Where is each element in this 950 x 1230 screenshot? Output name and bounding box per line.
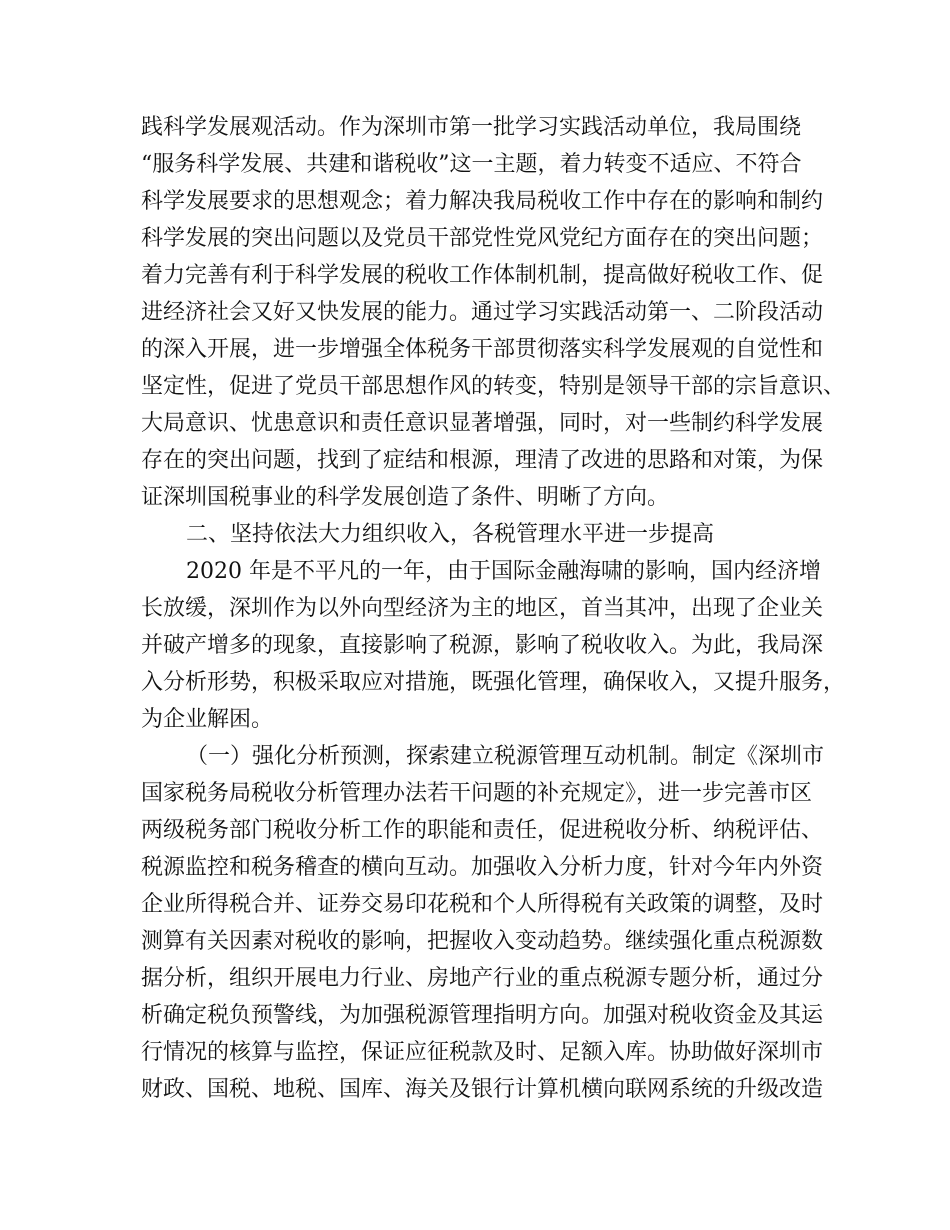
body-text-line: 科学发展的突出问题以及党员干部党性党风党纪方面存在的突出问题； (141, 226, 824, 251)
body-text-line: 着力完善有利于科学发展的税收工作体制机制，提高做好税收工作、促 (141, 263, 824, 288)
body-text-line: 财政、国税、地税、国库、海关及银行计算机横向联网系统的升级改造 (141, 1077, 824, 1102)
body-text-line: 大局意识、忧患意识和责任意识显著增强，同时，对一些制约科学发展 (141, 411, 824, 436)
body-text-line: 国家税务局税收分析管理办法若干问题的补充规定》，进一步完善市区 (141, 781, 813, 806)
body-text-line: 入分析形势，积极采取应对措施，既强化管理，确保收入，又提升服务， (141, 670, 846, 695)
body-text-line: 税源监控和税务稽查的横向互动。加强收入分析力度，针对今年内外资 (141, 855, 824, 880)
body-text-line: 坚定性，促进了党员干部思想作风的转变，特别是领导干部的宗旨意识、 (141, 374, 846, 399)
body-text-line: 企业所得税合并、证券交易印花税和个人所得税有关政策的调整，及时 (141, 892, 824, 917)
body-text-line: 2020 年是不平凡的一年，由于国际金融海啸的影响，国内经济增 (186, 559, 821, 584)
body-text-line: 为企业解困。 (141, 707, 274, 732)
body-text-line: “服务科学发展、共建和谐税收”这一主题，着力转变不适应、不符合 (141, 152, 802, 177)
body-text-line: （一）强化分析预测，探索建立税源管理互动机制。制定《深圳市 (186, 744, 825, 769)
body-text-line: 并破产增多的现象，直接影响了税源，影响了税收收入。为此，我局深 (141, 633, 824, 658)
body-text-line: 践科学发展观活动。作为深圳市第一批学习实践活动单位，我局围绕 (141, 115, 802, 140)
body-text-line: 据分析，组织开展电力行业、房地产行业的重点税源专题分析，通过分 (141, 966, 824, 991)
body-text-line: 的深入开展，进一步增强全体税务干部贯彻落实科学发展观的自觉性和 (141, 337, 824, 362)
body-text-line: 进经济社会又好又快发展的能力。通过学习实践活动第一、二阶段活动 (141, 300, 824, 325)
body-text-line: 两级税务部门税收分析工作的职能和责任，促进税收分析、纳税评估、 (141, 818, 824, 843)
body-text-line: 科学发展要求的思想观念；着力解决我局税收工作中存在的影响和制约 (141, 189, 824, 214)
body-text-line: 行情况的核算与监控，保证应征税款及时、足额入库。协助做好深圳市 (141, 1040, 824, 1065)
body-text-line: 析确定税负预警线，为加强税源管理指明方向。加强对税收资金及其运 (141, 1003, 824, 1028)
body-text-line: 存在的突出问题，找到了症结和根源，理清了改进的思路和对策，为保 (141, 448, 824, 473)
body-text-line: 长放缓，深圳作为以外向型经济为主的地区，首当其冲，出现了企业关 (141, 596, 824, 621)
section-heading: 二、坚持依法大力组织收入，各税管理水平进一步提高 (186, 522, 715, 547)
body-text-line: 测算有关因素对税收的影响，把握收入变动趋势。继续强化重点税源数 (141, 929, 824, 954)
body-text-line: 证深圳国税事业的科学发展创造了条件、明晰了方向。 (141, 485, 670, 510)
